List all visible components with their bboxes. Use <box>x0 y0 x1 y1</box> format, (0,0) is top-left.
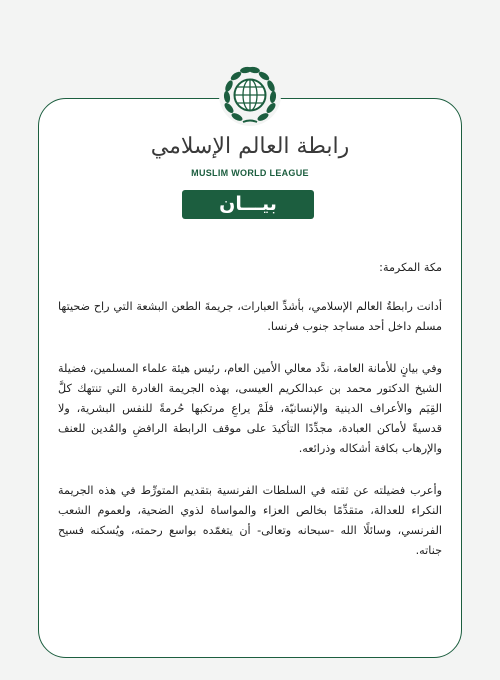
statement-body <box>58 258 442 583</box>
paragraph-2: وفي بيانٍ للأمانة العامة، ندَّد معالي الأمين العام، رئيس هيئة علماء المسلمين، فضيلة الشيخ الدكتور محمد بن عبدالكريم العيسى، بهذه الجريمة الغادرة التي تنتهك كلَّ القِيَم والأعراف الدينية والإنسانيّة، فلَمْ يراعِ مرتكبها حُرمةً للنفس البشرية، ولا قدسيةً لأماكن العبادة، مجدِّدًا التأكيدَ على موقف الرابطة الرافضِ والمُدين للعنف والإرهاب بكافة أشكاله وذرائعه. <box>58 362 442 455</box>
dateline: مكة المكرمة: <box>379 261 442 274</box>
paragraph-3: وأعرب فضيلته عن ثقته في السلطات الفرنسية بتقديم المتورِّط في هذه الجريمة النكراء للعدالة، متقدِّمًا بخالص العزاء والمواساة لذوي الضحية، ولعموم الشعب الفرنسي، وسائلًا الله -سبحانه وتعالى- أن يتغمّده بواسع رحمته، ويُسكنه فسيح جناته. <box>58 484 442 557</box>
logo-wordmark-english: MUSLIM WORLD LEAGUE <box>191 168 309 178</box>
paragraph-1: أدانت رابطةُ العالم الإسلامي، بأشدِّ العبارات، جريمةَ الطعن البشعة التي راح ضحيتها مسلم داخل أحد مساجد جنوب فرنسا. <box>58 300 442 333</box>
globe-laurel-emblem-icon <box>219 64 281 126</box>
logo-wordmark-arabic: رابطة العالم الإسلامي <box>150 134 350 159</box>
statement-badge: بيـــان <box>182 190 314 219</box>
